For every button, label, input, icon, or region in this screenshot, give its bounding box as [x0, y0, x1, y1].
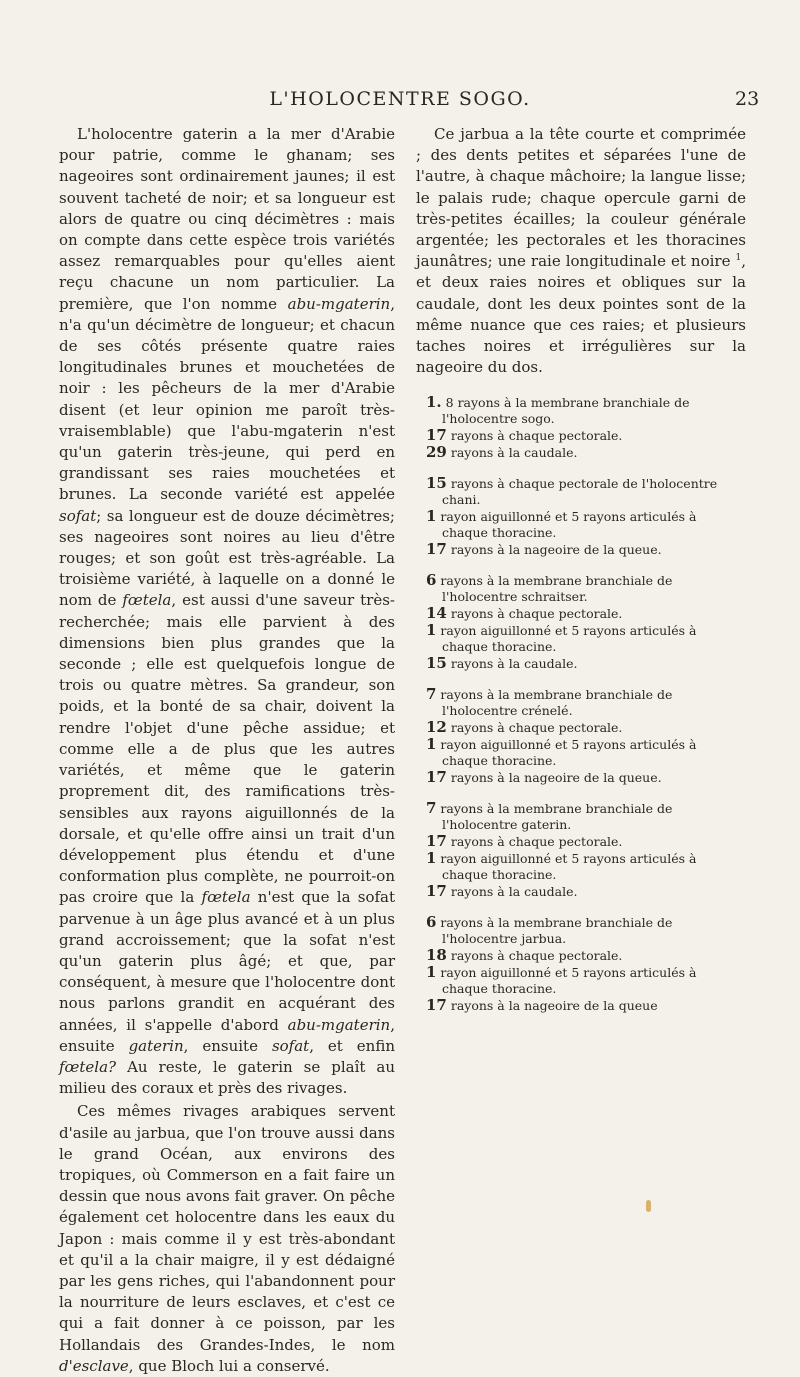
- fin-note-text: rayons à la membrane branchiale de l'holocentre gaterin.: [436, 801, 673, 833]
- fin-note-text: rayons à la caudale.: [446, 884, 578, 900]
- fin-note-line: [416, 655, 746, 672]
- fin-note-text: rayon aiguillonné et 5 rayons articulés à chaque thoracine.: [436, 737, 697, 769]
- fin-note-count: 15: [426, 654, 447, 673]
- italic-term: sofat: [59, 506, 97, 525]
- text-run: Au reste, le gaterin se plaît au milieu des coraux et près des rivages.: [59, 1057, 395, 1098]
- fin-note-text: rayon aiguillonné et 5 rayons articulés à chaque thoracine.: [436, 851, 697, 883]
- fin-note-line: [416, 444, 746, 461]
- fin-note-count: 1.: [426, 393, 442, 412]
- text-run: , que Bloch lui a conservé.: [128, 1356, 330, 1375]
- fin-note-line: [416, 914, 746, 947]
- fin-note-text: rayons à la nageoire de la queue.: [446, 542, 662, 558]
- paragraph-jarbua-habitat: [59, 1101, 395, 1377]
- fin-note-count: 1: [426, 621, 437, 640]
- fin-note-count: 17: [426, 996, 447, 1015]
- fin-note-line: [416, 622, 746, 655]
- fin-note-count: 1: [426, 963, 437, 982]
- italic-term: fœtela: [201, 888, 251, 907]
- fin-note-count: 14: [426, 604, 447, 623]
- fin-note-text: rayon aiguillonné et 5 rayons articulés à chaque thoracine.: [436, 509, 697, 541]
- italic-term: sofat: [271, 1036, 310, 1055]
- fin-note-group: [416, 394, 746, 461]
- fin-note-count: 17: [426, 832, 447, 851]
- fin-note-line: [416, 508, 746, 541]
- fin-note-line: [416, 769, 746, 786]
- fin-note-count: 7: [426, 799, 437, 818]
- text-run: , n'a qu'un décimètre de longueur; et chacun de ses côtés présente quatre raies longitudinales brunes et mouchetées de noir : les pêcheurs de la mer d'Arabie disent (et leur opinion me paroît très-vraisemblable) que l'abu-mgaterin n'est qu'un gaterin très-jeune, qui perd en grandissant ses raies mouchetées et brunes. La seconde variété est appelée: [59, 294, 395, 504]
- fin-note-line: [416, 427, 746, 444]
- fin-note-count: 17: [426, 882, 447, 901]
- fin-note-count: 17: [426, 540, 447, 559]
- fin-note-count: 17: [426, 768, 447, 787]
- fin-note-count: 7: [426, 685, 437, 704]
- fin-note-count: 29: [426, 443, 447, 462]
- fin-note-line: [416, 833, 746, 850]
- left-column: [59, 124, 395, 1377]
- fin-ray-notes: [416, 394, 746, 1014]
- fin-note-line: [416, 964, 746, 997]
- fin-note-text: rayons à chaque pectorale de l'holocentre chani.: [442, 476, 718, 508]
- fin-note-count: 1: [426, 735, 437, 754]
- fin-note-group: [416, 572, 746, 672]
- italic-term: abu-mgaterin: [287, 1015, 391, 1034]
- fin-note-group: [416, 800, 746, 900]
- fin-note-text: rayons à la caudale.: [446, 656, 578, 672]
- fin-note-line: [416, 719, 746, 736]
- text-run: Ces mêmes rivages arabiques servent d'asile au jarbua, que l'on trouve aussi dans le grand Océan, aux environs des tropiques, où Commerson en a fait faire un dessin que nous avons fait graver. On pêche également cet holocentre dans les eaux du Japon : mais comme il y est très-abondant et qu'il a la chair maigre, il y est dédaigné par les gens riches, qui l'abandonnent pour la nourriture de leurs esclaves, et c'est ce qui a fait donner à ce poisson, par les Hollandais des Grandes-Indes, le nom: [59, 1102, 395, 1354]
- fin-note-line: [416, 997, 746, 1014]
- text-run: , et deux raies noires et obliques sur la caudale, dont les deux pointes sont de la même nuance que ces raies; et plusieurs taches noires et irrégulières sur la nageoire du dos.: [416, 252, 746, 377]
- paragraph-gaterin: [59, 124, 395, 1099]
- fin-note-text: rayons à chaque pectorale.: [446, 720, 623, 736]
- margin-stain: [646, 1200, 651, 1212]
- fin-note-line: [416, 736, 746, 769]
- fin-note-text: rayons à chaque pectorale.: [446, 948, 623, 964]
- fin-note-count: 17: [426, 426, 447, 445]
- fin-note-line: [416, 883, 746, 900]
- text-run: , ensuite: [183, 1036, 272, 1055]
- italic-term: d'esclave: [59, 1356, 129, 1375]
- fin-note-count: 15: [426, 474, 447, 493]
- fin-note-line: [416, 686, 746, 719]
- text-run: n'est que la sofat parvenue à un âge plus avancé et à un plus grand accroissement; que la sofat n'est qu'un gaterin plus âgé; et que, par conséquent, à mesure que l'holocentre dont nous parlons grandit en acquérant des années, il s'appelle d'abord: [59, 888, 395, 1034]
- right-column: [416, 124, 746, 1028]
- text-run: , est aussi d'une saveur très-recherchée; mais elle parvient à des dimensions bien plus grandes que la seconde ; elle est quelquefois longue de trois ou quatre mètres. Sa grandeur, son poids, et la bonté de sa chair, doivent la rendre l'objet d'une pêche assidue; et comme elle a de plus que les autres variétés, et même que le gaterin proprement dit, des ramifications très-sensibles aux rayons aiguillonnés de la dorsale, et qu'elle offre ainsi un trait d'un développement plus étendu et d'une conformation plus complète, ne pourroit-on pas croire que la: [59, 591, 395, 907]
- text-run: , ensuite: [59, 1015, 395, 1055]
- fin-note-text: rayons à la nageoire de la queue.: [446, 770, 662, 786]
- text-run: Ce jarbua a la tête courte et comprimée ; des dents petites et séparées l'une de l'autre, à chaque mâchoire; la langue lisse; le palais rude; chaque opercule garni de très-petites écailles; la couleur générale argentée; les pectorales et les thoracines jaunâtres; une raie longitudinale et noire: [416, 125, 746, 271]
- fin-note-count: 6: [426, 571, 437, 590]
- fin-note-text: rayon aiguillonné et 5 rayons articulés à chaque thoracine.: [436, 623, 697, 655]
- fin-note-count: 6: [426, 913, 437, 932]
- fin-note-text: rayons à chaque pectorale.: [446, 834, 623, 850]
- fin-note-text: rayons à chaque pectorale.: [446, 606, 623, 622]
- text-run: L'holocentre gaterin a la mer d'Arabie pour patrie, comme le ghanam; ses nageoires sont ordinairement jaunes; il est souvent tacheté de noir; et sa longueur est alors de quatre ou cinq décimètres : mais on compte dans cette espèce trois variétés assez remarquables pour qu'elles aient reçu chacune un nom particulier. La première, que l'on nomme: [59, 125, 395, 313]
- fin-note-count: 18: [426, 946, 447, 965]
- fin-note-text: rayons à la nageoire de la queue: [446, 998, 658, 1014]
- fin-note-line: [416, 475, 746, 508]
- fin-note-group: [416, 475, 746, 558]
- fin-note-line: [416, 605, 746, 622]
- fin-note-text: rayons à la membrane branchiale de l'holocentre crénelé.: [436, 687, 673, 719]
- italic-term: gaterin: [128, 1036, 184, 1055]
- fin-note-text: rayons à la caudale.: [446, 445, 578, 461]
- text-run: , et enfin: [309, 1036, 395, 1055]
- text-run: ; sa longueur est de douze décimètres; ses nageoires sont noires au lieu d'être rouges; et son goût est très-agréable. La troisième variété, à laquelle on a donné le nom de: [59, 506, 395, 610]
- fin-note-text: rayons à la membrane branchiale de l'holocentre schraitser.: [436, 573, 673, 605]
- fin-note-line: [416, 394, 746, 427]
- fin-note-line: [416, 800, 746, 833]
- italic-term: fœtela?: [59, 1057, 117, 1076]
- fin-note-count: 12: [426, 718, 447, 737]
- italic-term: abu-mgaterin: [287, 294, 391, 313]
- footnote-marker: 1: [735, 253, 742, 264]
- fin-note-count: 1: [426, 849, 437, 868]
- fin-note-line: [416, 947, 746, 964]
- fin-note-text: 8 rayons à la membrane branchiale de l'holocentre sogo.: [441, 395, 690, 427]
- fin-note-text: rayons à la membrane branchiale de l'holocentre jarbua.: [436, 915, 673, 947]
- paragraph-jarbua-description: [416, 124, 746, 378]
- fin-note-text: rayon aiguillonné et 5 rayons articulés à chaque thoracine.: [436, 965, 697, 997]
- fin-note-group: [416, 914, 746, 1014]
- running-title: L'HOLOCENTRE SOGO.: [269, 88, 531, 110]
- fin-note-count: 1: [426, 507, 437, 526]
- fin-note-line: [416, 572, 746, 605]
- fin-note-line: [416, 850, 746, 883]
- fin-note-line: [416, 541, 746, 558]
- fin-note-text: rayons à chaque pectorale.: [446, 428, 623, 444]
- fin-note-group: [416, 686, 746, 786]
- italic-term: fœtela: [122, 591, 172, 610]
- page-number: 23: [735, 88, 760, 110]
